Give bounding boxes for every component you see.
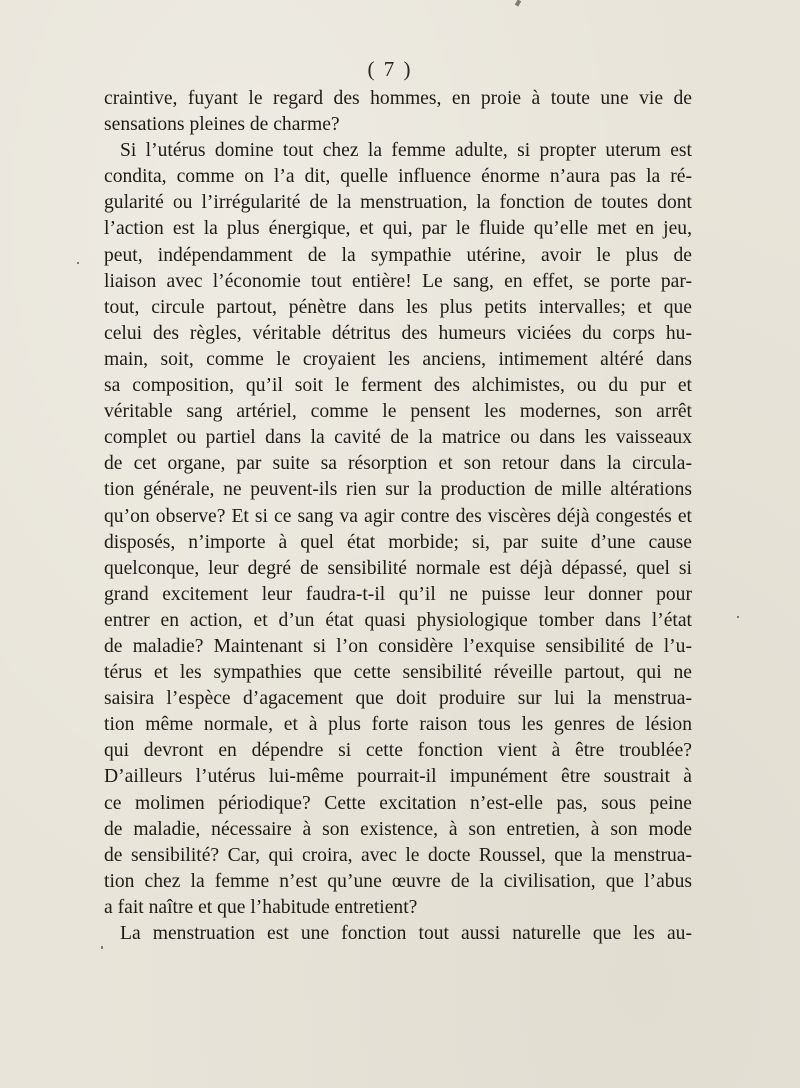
text-line: de cet organe, par suite sa résorption et son retour dans la circula-	[104, 453, 692, 475]
text-line: entrer en action, et d’un état quasi physiologique tomber dans l’état	[104, 609, 692, 631]
text-line: liaison avec l’économie tout entière! Le sang, en effet, se porte par-	[104, 270, 692, 292]
text-line: ce molimen périodique? Cette excitation n’est-elle pas, sous peine	[104, 792, 692, 814]
text-line: tion générale, ne peuvent-ils rien sur la production de mille altérations	[104, 479, 692, 501]
text-line: l’action est la plus énergique, et qui, par le fluide qu’elle met en jeu,	[104, 218, 692, 240]
text-line: de maladie? Maintenant si l’on considère l’exquise sensibilité de l’u-	[104, 635, 692, 657]
text-line: térus et les sympathies que cette sensibilité réveille partout, qui ne	[104, 662, 692, 684]
ink-speck	[515, 0, 521, 7]
page-number: ( 7 )	[367, 57, 413, 81]
text-line: grand excitement leur faudra-t-il qu’il ne puisse leur donner pour	[104, 583, 692, 605]
text-line: gularité ou l’irrégularité de la menstruation, la fonction de toutes dont	[104, 192, 692, 214]
text-line: qui devront en dépendre si cette fonction vient à être troublée?	[104, 740, 692, 762]
text-line: saisira l’espèce d’agacement que doit produire sur lui la menstrua-	[104, 688, 692, 710]
text-line: quelconque, leur degré de sensibilité normale est déjà dépassé, quel si	[104, 557, 692, 579]
text-line: tout, circule partout, pénètre dans les plus petits intervalles; et que	[104, 296, 692, 318]
text-line: peut, indépendamment de la sympathie utérine, avoir le plus de	[104, 244, 692, 266]
text-line: a fait naître et que l’habitude entretient?	[104, 896, 418, 918]
text-line: Si l’utérus domine tout chez la femme adulte, si propter uterum est	[120, 140, 692, 162]
text-line: qu’on observe? Et si ce sang va agir contre des viscères déjà congestés et	[104, 505, 692, 527]
ink-speck	[101, 946, 103, 949]
text-line: disposés, n’importe à quel état morbide; si, par suite d’une cause	[104, 531, 692, 553]
text-line: celui des règles, véritable détritus des humeurs viciées du corps hu-	[104, 322, 692, 344]
text-line: complet ou partiel dans la cavité de la matrice ou dans les vaisseaux	[104, 427, 692, 449]
ink-speck	[737, 616, 739, 618]
text-line: sa composition, qu’il soit le ferment des alchimistes, ou du pur et	[104, 375, 692, 397]
text-line: tion chez la femme n’est qu’une œuvre de la civilisation, que l’abus	[104, 870, 692, 892]
body-text	[104, 86, 692, 947]
text-line: véritable sang artériel, comme le pensent les modernes, son arrêt	[104, 401, 692, 423]
text-line: D’ailleurs l’utérus lui-même pourrait-il impunément être soustrait à	[104, 766, 692, 788]
text-line: main, soit, comme le croyaient les anciens, intimement altéré dans	[104, 348, 692, 370]
text-line: tion même normale, et à plus forte raison tous les genres de lésion	[104, 714, 692, 736]
text-line: sensations pleines de charme?	[104, 114, 340, 136]
text-line: condita, comme on l’a dit, quelle influence énorme n’aura pas la ré-	[104, 166, 692, 188]
text-line: de sensibilité? Car, qui croira, avec le docte Roussel, que la menstrua-	[104, 844, 692, 866]
text-line: La menstruation est une fonction tout aussi naturelle que les au-	[120, 923, 692, 944]
text-line: craintive, fuyant le regard des hommes, en proie à toute une vie de	[104, 88, 692, 109]
ink-speck	[77, 262, 79, 264]
text-line: de maladie, nécessaire à son existence, à son entretien, à son mode	[104, 818, 692, 840]
